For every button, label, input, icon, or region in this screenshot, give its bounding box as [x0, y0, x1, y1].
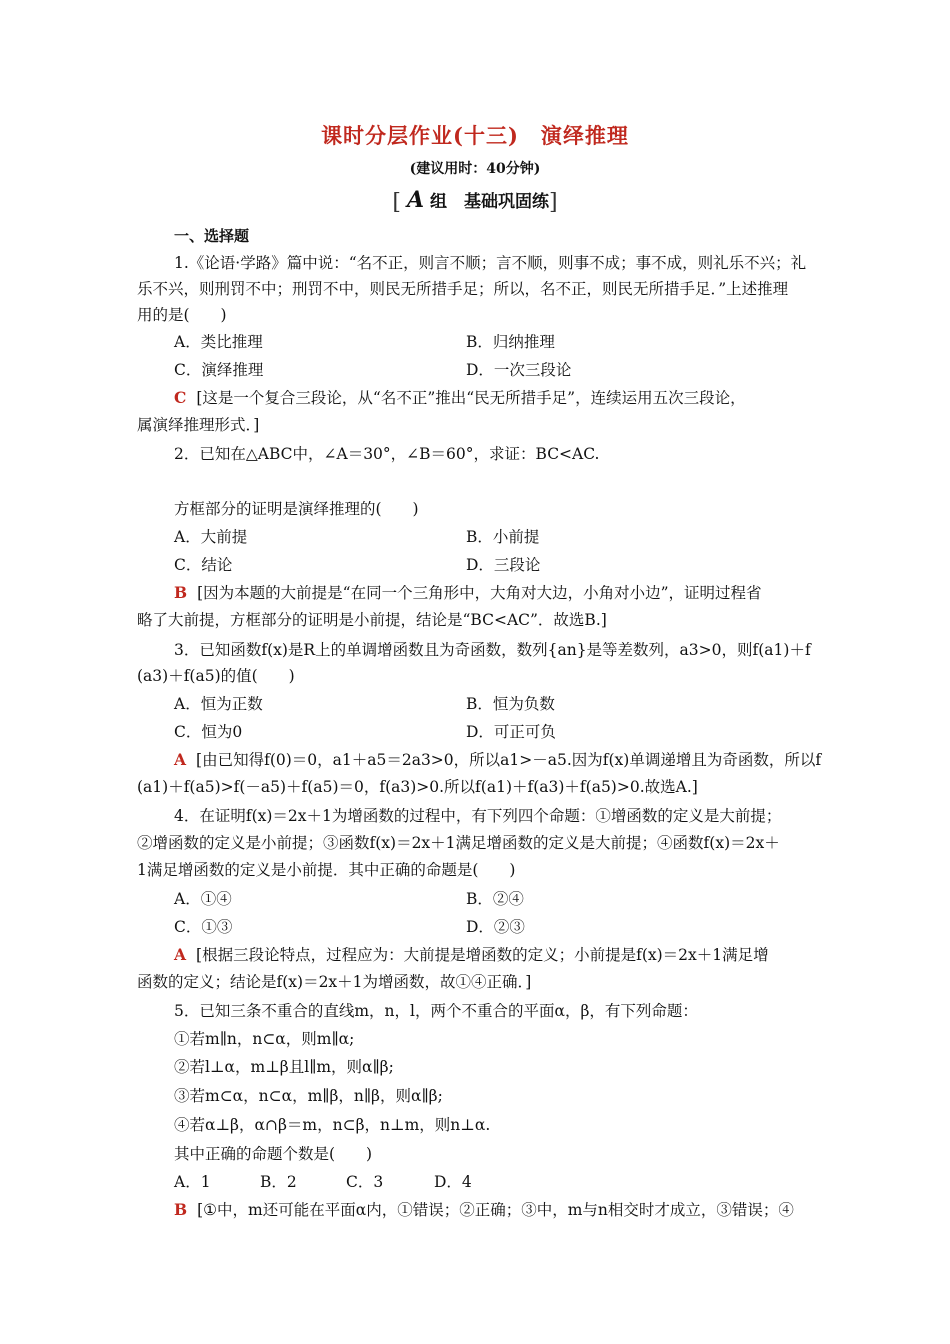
q1-line-2: 乐不兴，则刑罚不中；刑罚不中，则民无所措手足；所以，名不正，则民无所措手足．”上述推理 — [137, 280, 789, 298]
q2-line-2: 方框部分的证明是演绎推理的( ) — [174, 500, 419, 518]
q1-explanation-1 — [174, 388, 817, 408]
q5-explanation-1 — [174, 1200, 817, 1220]
q3-explanation-1 — [174, 750, 822, 770]
q1-option-b: B．归纳推理 — [466, 333, 555, 351]
q1-option-c: C．演绎推理 — [174, 361, 264, 379]
group-label: 组 基础巩固练 — [430, 192, 550, 212]
q2-option-c: C．结论 — [174, 556, 233, 574]
q4-line-3: 1满足增函数的定义是小前提．其中正确的命题是( ) — [137, 861, 516, 879]
q3-option-b: B．恒为负数 — [466, 695, 555, 713]
q4-option-b: B．②④ — [466, 890, 524, 908]
q2-explanation-text: [因为本题的大前提是“在同一个三角形中，大角对大边，小角对小边”，证明过程省 — [197, 584, 762, 602]
q5-explanation-text: [①中，m还可能在平面α内，①错误；②正确；③中，m与n相交时才成立，③错误；④ — [197, 1201, 794, 1219]
q4-option-a: A．①④ — [174, 890, 232, 908]
q4-explanation-text: [根据三段论特点，过程应为：大前提是增函数的定义；小前提是f(x)＝2x＋1满足增 — [196, 946, 769, 964]
group-letter: A — [406, 187, 425, 213]
q4-answer: A — [174, 945, 187, 964]
q5-option-b: B．2 — [260, 1173, 297, 1191]
q1-option-d: D．一次三段论 — [466, 361, 572, 379]
q3-explanation-2: (a1)＋f(a5)>f(－a5)＋f(a5)＝0，f(a3)>0.所以f(a1)＋f(a3)＋f(a5)>0.故选A.] — [137, 778, 698, 796]
q3-line-1: 3．已知函数f(x)是R上的单调增函数且为奇函数，数列{an}是等差数列，a3>0，则f(a1)＋f — [174, 641, 811, 659]
q5-proposition-2: ②若l⊥α，m⊥β且l∥m，则α∥β; — [174, 1058, 394, 1076]
q4-explanation-1 — [174, 945, 817, 965]
q2-option-b: B．小前提 — [466, 528, 540, 546]
page-title: 课时分层作业(十三) 演绎推理 — [321, 123, 629, 148]
q3-answer: A — [174, 750, 187, 769]
q1-line-3: 用的是( ) — [137, 306, 227, 324]
q5-option-a: A．1 — [174, 1173, 211, 1191]
left-bracket: [ — [392, 190, 401, 215]
q1-answer: C — [174, 388, 187, 407]
group-heading — [0, 187, 950, 215]
q2-option-d: D．三段论 — [466, 556, 541, 574]
q4-option-d: D．②③ — [466, 918, 525, 936]
q4-line-2: ②增函数的定义是小前提；③函数f(x)＝2x＋1满足增函数的定义是大前提；④函数f(x)＝2x＋ — [137, 834, 780, 852]
q1-explanation-2: 属演绎推理形式．] — [137, 416, 260, 434]
q2-answer: B — [174, 583, 188, 602]
q4-option-c: C．①③ — [174, 918, 233, 936]
q3-option-d: D．可正可负 — [466, 723, 556, 741]
q3-option-c: C．恒为0 — [174, 723, 243, 741]
q3-line-2: (a3)＋f(a5)的值( ) — [137, 667, 295, 685]
q2-line-1: 2．已知在△ABC中，∠A＝30°，∠B＝60°，求证：BC<AC. — [174, 445, 600, 463]
q1-line-1: 1.《论语·学路》篇中说：“名不正，则言不顺；言不顺，则事不成；事不成，则礼乐不兴；礼 — [174, 254, 807, 272]
q5-line-2: 其中正确的命题个数是( ) — [174, 1145, 373, 1163]
q5-option-c: C．3 — [346, 1173, 384, 1191]
q5-proposition-3: ③若m⊂α，n⊂α，m∥β，n∥β，则α∥β; — [174, 1087, 443, 1105]
q2-explanation-1 — [174, 583, 817, 603]
q1-explanation-text: [这是一个复合三段论，从“名不正”推出“民无所措手足”，连续运用五次三段论， — [196, 389, 746, 407]
suggested-time: (建议用时：40分钟) — [409, 161, 541, 177]
q5-option-d: D．4 — [434, 1173, 472, 1191]
q3-explanation-text: [由已知得f(0)＝0，a1＋a5＝2a3>0，所以a1>－a5.因为f(x)单调递增且为奇函数，所以f — [196, 751, 822, 769]
q5-proposition-4: ④若α⊥β，α∩β＝m，n⊂β，n⊥m，则n⊥α. — [174, 1116, 491, 1134]
q2-explanation-2: 略了大前提，方框部分的证明是小前提，结论是“BC<AC”．故选B.] — [137, 611, 607, 629]
q4-line-1: 4．在证明f(x)＝2x＋1为增函数的过程中，有下列四个命题：①增函数的定义是大前提； — [174, 807, 782, 825]
q5-proposition-1: ①若m∥n，n⊂α，则m∥α; — [174, 1030, 355, 1048]
q5-answer: B — [174, 1200, 188, 1219]
q2-option-a: A．大前提 — [174, 528, 248, 546]
section-heading: 一、选择题 — [174, 227, 250, 245]
q1-option-a: A．类比推理 — [174, 333, 263, 351]
q3-option-a: A．恒为正数 — [174, 695, 263, 713]
q4-explanation-2: 函数的定义；结论是f(x)＝2x＋1为增函数，故①④正确．] — [137, 973, 532, 991]
right-bracket: ] — [549, 190, 558, 215]
q5-line-1: 5．已知三条不重合的直线m，n，l，两个不重合的平面α，β，有下列命题： — [174, 1002, 698, 1020]
